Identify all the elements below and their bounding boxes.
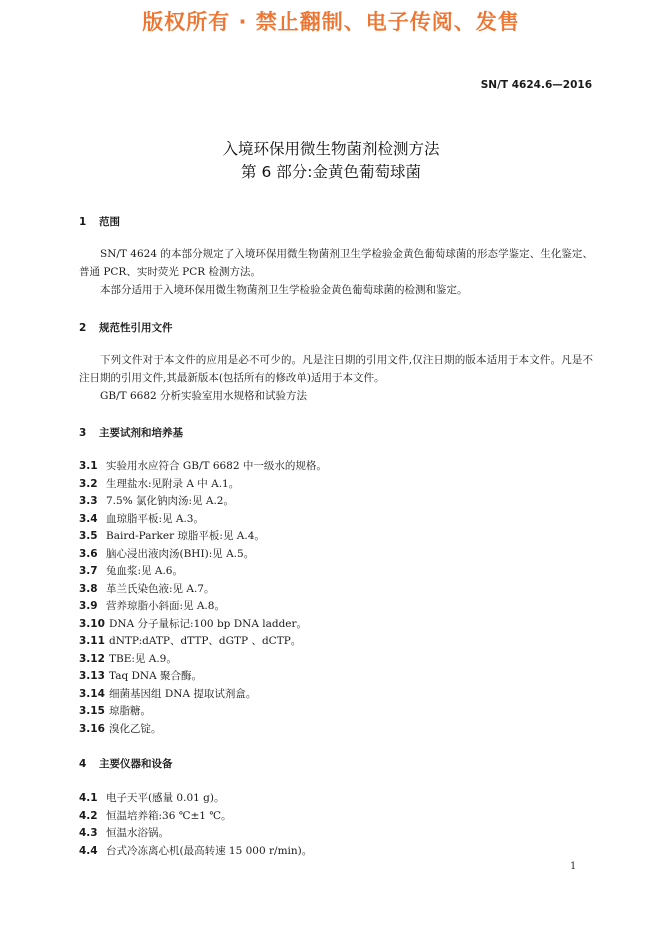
copyright-banner: 版权所有 · 禁止翻制、电子传阅、发售	[142, 10, 520, 34]
page-number: 1	[570, 861, 577, 872]
paragraph: 本部分适用于入境环保用微生物菌剂卫生学检验金黄色葡萄球菌的检测和鉴定。	[100, 284, 468, 296]
reference-entry: GB/T 6682 分析实验室用水规格和试验方法	[100, 390, 308, 402]
paragraph: SN/T 4624 的本部分规定了入境环保用微生物菌剂卫生学检验金黄色葡萄球菌的形态学鉴定、生化鉴定、普通 PCR、实时荧光 PCR 检测方法。	[79, 248, 593, 278]
section-title: 主要仪器和设备	[99, 758, 173, 770]
section-title: 范围	[99, 216, 120, 228]
section-2-heading	[79, 320, 173, 335]
list-item: 3.15 琼脂糖。	[79, 705, 151, 717]
document-title: 入境环保用微生物菌剂检测方法	[222, 140, 440, 158]
section-title: 规范性引用文件	[99, 322, 173, 334]
paragraph: 下列文件对于本文件的应用是必不可少的。凡是注日期的引用文件,仅注日期的版本适用于本文件。凡是不注日期的引用文件,其最新版本(包括所有的修改单)适用于本文件。	[79, 354, 593, 384]
section-number: 3	[79, 427, 87, 439]
list-item: 4.1 电子天平(感量 0.01 g)。	[79, 792, 225, 804]
list-item: 3.13 Taq DNA 聚合酶。	[79, 670, 203, 682]
list-item: 3.2 生理盐水:见附录 A 中 A.1。	[79, 478, 240, 490]
document-subtitle: 第 6 部分:金黄色葡萄球菌	[241, 163, 421, 181]
document-number: SN/T 4624.6—2016	[480, 79, 592, 91]
list-item: 3.9 营养琼脂小斜面:见 A.8。	[79, 600, 225, 612]
list-item: 3.5 Baird-Parker 琼脂平板:见 A.4。	[79, 530, 265, 542]
list-item: 3.11 dNTP:dATP、dTTP、dGTP 、dCTP。	[79, 635, 302, 647]
list-item: 3.12 TBE:见 A.9。	[79, 653, 177, 665]
list-item: 3.3 7.5% 氯化钠肉汤:见 A.2。	[79, 495, 234, 507]
list-item: 4.2 恒温培养箱:36 ℃±1 ℃。	[79, 810, 232, 822]
list-item: 3.10 DNA 分子量标记:100 bp DNA ladder。	[79, 618, 308, 630]
list-item: 3.8 革兰氏染色液:见 A.7。	[79, 583, 215, 595]
section-number: 1	[79, 216, 87, 228]
list-item: 3.4 血琼脂平板:见 A.3。	[79, 513, 204, 525]
section-title: 主要试剂和培养基	[99, 427, 183, 439]
section-number: 2	[79, 322, 87, 334]
section-3-heading	[79, 425, 183, 440]
section-4-heading	[79, 756, 173, 771]
list-item: 3.16 溴化乙锭。	[79, 723, 162, 735]
list-item: 4.4 台式冷冻离心机(最高转速 15 000 r/min)。	[79, 845, 313, 857]
section-1-heading	[79, 214, 120, 229]
list-item: 3.1 实验用水应符合 GB/T 6682 中一级水的规格。	[79, 460, 327, 472]
list-item: 4.3 恒温水浴锅。	[79, 827, 169, 839]
list-item: 3.14 细菌基因组 DNA 提取试剂盒。	[79, 688, 257, 700]
list-item: 3.7 兔血浆:见 A.6。	[79, 565, 183, 577]
section-number: 4	[79, 758, 87, 770]
list-item: 3.6 脑心浸出液肉汤(BHI):见 A.5。	[79, 548, 255, 560]
